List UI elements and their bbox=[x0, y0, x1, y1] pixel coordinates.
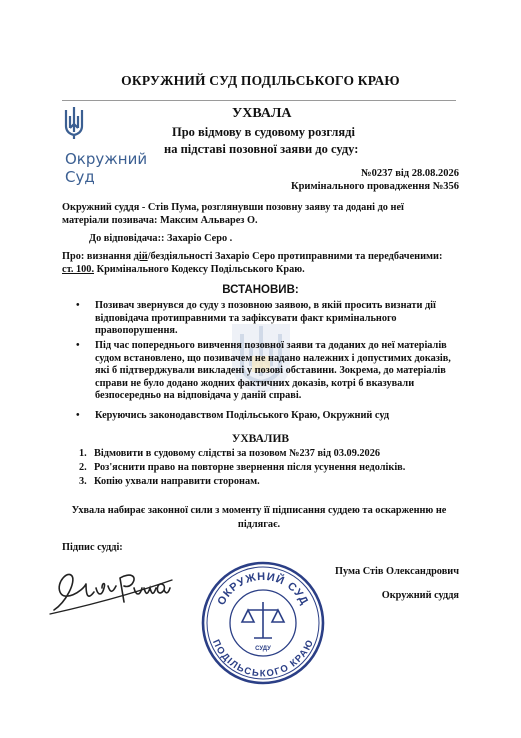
judge-name: Пума Стів Олександрович bbox=[335, 566, 459, 577]
request-text-2: /бездіяльності Захаріо Серо протиправними та передбаченими: bbox=[147, 251, 443, 262]
intro-line-2: матеріали позивача: Максим Альварез О. bbox=[62, 215, 258, 226]
document-title: УХВАЛА bbox=[232, 106, 292, 121]
ruled-item-2 bbox=[62, 462, 462, 475]
bullet-1-line-3: правопорушення. bbox=[95, 325, 178, 337]
final-note-line-2: підлягає. bbox=[237, 519, 281, 530]
judge-role: Окружний суддя bbox=[381, 590, 459, 601]
ruled-heading: УХВАЛИВ bbox=[231, 433, 290, 445]
handwritten-signature bbox=[46, 562, 176, 617]
scales-icon bbox=[242, 602, 284, 638]
trident-logo-icon bbox=[64, 106, 84, 140]
ruled-item-3 bbox=[62, 476, 462, 489]
svg-text:ПОДІЛЬСЬКОГО КРАЮ bbox=[210, 638, 316, 679]
ruled-item-text: Копію ухвали направити сторонам. bbox=[94, 476, 260, 487]
stamp-center-text: СУДУ bbox=[255, 646, 271, 652]
established-item-2 bbox=[62, 340, 462, 404]
bullet-2-line-4: справи не було додано жодних фактичних доказів, котрі б вказували bbox=[95, 377, 415, 389]
established-item-1 bbox=[62, 300, 462, 338]
bullet-1-line-1: Позивач звернувся до суду з позовною заявою, в якій просить визнати дії bbox=[95, 300, 436, 311]
bullet-2-line-1: Під час попереднього вивчення позовної заяви та доданих до неї матеріалів bbox=[95, 340, 447, 351]
established-item-3 bbox=[62, 410, 462, 424]
case-number: Кримінального провадження №356 bbox=[290, 181, 459, 192]
court-name-heading: ОКРУЖНИЙ СУД ПОДІЛЬСЬКОГО КРАЮ bbox=[121, 73, 400, 88]
respondent-name: Захаріо Серо . bbox=[164, 233, 233, 244]
article-line bbox=[62, 264, 305, 277]
request-text-1: Про: визнання bbox=[62, 251, 134, 262]
stamp-bottom-text: ПОДІЛЬСЬКОГО КРАЮ bbox=[209, 638, 317, 680]
bullet-2-line-2: судом встановлено, що позивачем не надано належних і допустимих доказів, bbox=[95, 352, 451, 364]
respondent-label: До відповідача: bbox=[89, 233, 162, 244]
ruled-item-number: 3. bbox=[79, 476, 87, 487]
signature-label: Підпис судді: bbox=[62, 542, 123, 553]
ruled-item-text: Відмовити в судовому слідстві за позовом №237 від 03.09.2026 bbox=[94, 448, 381, 459]
final-note bbox=[62, 504, 456, 532]
document-number-date: №0237 від 28.08.2026 bbox=[361, 168, 459, 179]
bullet-marker: • bbox=[76, 340, 80, 351]
intro-line-1: Окружний суддя - Стів Пума, розглянувши позовну заяву та додані до неї bbox=[62, 202, 404, 213]
bullet-2-line-5: безпосередньо на відповідача у даній справі. bbox=[95, 390, 302, 402]
ruled-item-text: Роз'яснити право на повторне звернення після усунення недоліків. bbox=[94, 462, 406, 473]
logo-text-line1: Окружний bbox=[65, 150, 148, 168]
logo-text bbox=[65, 150, 147, 186]
header-divider bbox=[62, 100, 456, 101]
established-heading: ВСТАНОВИВ: bbox=[222, 284, 299, 296]
article-rest: Кримінального Кодексу Подільського Краю. bbox=[94, 264, 305, 275]
title-subline-1: Про відмову в судовому розгляді bbox=[172, 125, 355, 139]
ruled-item-1 bbox=[62, 448, 462, 461]
logo-text-line2: Суд bbox=[65, 168, 95, 186]
bullet-3-line-1: Керуючись законодавством Подільського Краю, Окружний суд bbox=[95, 410, 390, 421]
bullet-marker: • bbox=[76, 410, 80, 421]
bullet-1-line-2: відповідача протиправними та зафіксувати факт кримінального bbox=[95, 312, 397, 324]
request-line bbox=[62, 251, 442, 264]
court-seal-stamp bbox=[198, 558, 328, 688]
respondent-mark: : bbox=[161, 233, 165, 244]
respondent-line bbox=[89, 233, 232, 246]
svg-text:ОКРУЖНИЙ СУД bbox=[215, 571, 310, 608]
ruled-item-number: 2. bbox=[79, 462, 87, 473]
final-note-line-1: Ухвала набирає законної сили з моменту її підписання суддею та оскарженню не bbox=[71, 505, 447, 516]
article-ref: ст. 100. bbox=[62, 264, 95, 275]
stamp-top-text: ОКРУЖНИЙ СУД bbox=[215, 570, 311, 608]
title-subline-2: на підставі позовної заяви до суду: bbox=[164, 142, 359, 156]
ruled-item-number: 1. bbox=[79, 448, 87, 459]
request-underlined: дій bbox=[133, 251, 148, 262]
bullet-marker: • bbox=[76, 300, 80, 311]
bullet-2-line-3: які б підтверджували викладені у позові обставини. Зокрема, до матеріалів bbox=[95, 365, 446, 377]
